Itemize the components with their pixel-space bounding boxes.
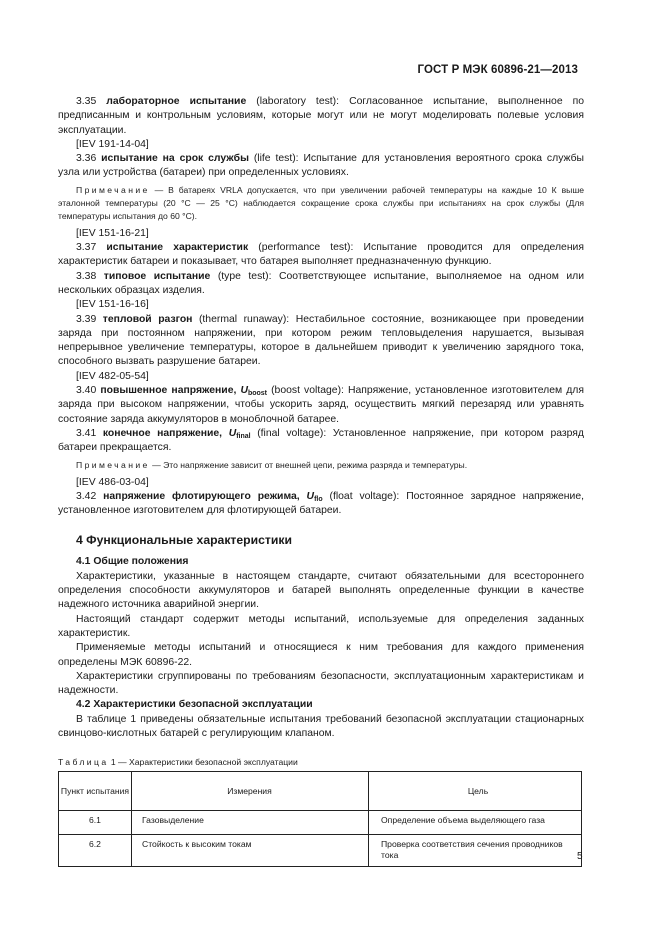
symbol-subscript: boost (247, 390, 268, 398)
term-english: (life test): (248, 153, 304, 165)
note-3-36 (58, 184, 584, 223)
cell-goal: Проверка соответствия сечения проводников тока (369, 835, 582, 867)
symbol: U (228, 427, 237, 439)
term: тепловой разгон (102, 313, 193, 325)
definition-3-38 (58, 270, 584, 299)
definition-text: Напряжение, установленное изготовителем для заряда при высоком напряжении, чтобы ускорить заряд, осуществить мягкий перезаряд или уравнять состояние заряда аккумуляторов в моноблочной батарее. (58, 385, 584, 425)
table-row (59, 811, 582, 835)
definition-text: Соответствующее испытание, выполняемое на одном или нескольких образцах изделия. (58, 270, 584, 296)
clause-number: 3.42 (76, 490, 97, 502)
term-english: (type test): (210, 270, 279, 282)
iev-reference: [IEV 482-05-54] (76, 370, 149, 382)
paragraph: В таблице 1 приведены обязательные испытания требований безопасной эксплуатации стационарных свинцово-кислотных батарей с регулирующим клапаном. (58, 713, 584, 739)
symbol: U (306, 490, 315, 502)
term-english: (performance test): (248, 242, 364, 254)
cell-measurement: Стойкость к высоким токам (132, 835, 369, 867)
definition-3-41 (58, 427, 584, 456)
term-english: (thermal runaway): (192, 313, 296, 325)
clause-number: 3.38 (76, 270, 97, 282)
clause-number: 3.36 (76, 153, 97, 165)
note-text: — Это напряжение зависит от внешней цепи, режима разряда и температуры. (149, 459, 468, 470)
clause-number: 3.37 (76, 242, 97, 254)
table-row (59, 835, 582, 867)
paragraph: Характеристики сгруппированы по требованиям безопасности, эксплуатационным характеристикам и надежности. (58, 670, 584, 697)
clause-number: 3.35 (76, 96, 97, 107)
term-english: (boost voltage): (267, 385, 348, 397)
clause-number: 3.39 (76, 313, 97, 325)
note-3-41 (58, 459, 584, 472)
definition-3-39 (58, 313, 584, 370)
definition-text: Испытание для установления вероятного срока службы узла или устройства (батареи) при определенных условиях. (58, 153, 584, 179)
clause-number: 3.41 (76, 427, 97, 439)
table-header-row (59, 772, 582, 811)
symbol: U (240, 385, 248, 397)
document-code-header: ГОСТ Р МЭК 60896-21—2013 (417, 64, 578, 76)
table-caption-text: 1 — Характеристики безопасной эксплуатации (108, 757, 298, 768)
cell-goal: Определение объема выделяющего газа (369, 811, 582, 835)
paragraph: Применяемые методы испытаний и относящиеся к ним требования для каждого применения определены МЭК 60896-22. (58, 642, 584, 668)
iev-reference: [IEV 191-14-04] (76, 138, 149, 150)
symbol-subscript: flo (314, 495, 323, 503)
term-english: (float voltage): (322, 490, 407, 502)
note-label: Примечание (76, 459, 150, 470)
iev-reference: [IEV 486-03-04] (76, 476, 149, 488)
definition-text: Испытание проводится для определения характеристик батареи и показывает, что батарея выполняет предназначенную функцию. (58, 242, 584, 268)
term-english: (final voltage): (250, 427, 333, 439)
term: повышенное напряжение, (100, 385, 241, 397)
safety-characteristics-table (58, 771, 582, 867)
term: типовое испытание (103, 270, 211, 282)
cell-test-point: 6.2 (59, 835, 132, 867)
definition-3-40 (58, 384, 584, 427)
term: напряжение флотирующего режима, (103, 490, 307, 502)
column-header-goal: Цель (369, 772, 582, 811)
column-header-measurements: Измерения (132, 772, 369, 811)
term: конечное напряжение, (102, 427, 229, 439)
term: испытание на срок службы (101, 153, 249, 165)
definition-3-42 (58, 490, 584, 519)
definition-text: Нестабильное состояние, возникающее при проведении заряда при постоянном напряжении, при котором режим тепловыделения нарушается, вызывая непрерывное увеличение температуры, которое в дальнейшем приводит к увеличению зарядного тока, способного вызвать разрушение батареи. (58, 313, 584, 368)
cell-measurement: Газовыделение (132, 811, 369, 835)
table-caption (58, 756, 584, 768)
subsection-heading: 4.1 Общие положения (76, 556, 189, 568)
paragraph: Настоящий стандарт содержит методы испытаний, используемые для определения заданных характеристик. (58, 613, 584, 639)
iev-reference: [IEV 151-16-16] (76, 299, 149, 311)
note-label: Примечание (76, 184, 150, 195)
symbol-subscript: final (236, 432, 251, 440)
paragraph: Характеристики, указанные в настоящем стандарте, считают обязательными для всестороннего определения способности аккумуляторов и батарей выполнять определенные функции в качестве надежного источника аварийной энергии. (58, 570, 584, 611)
definition-text: Постоянное зарядное напряжение, установленное изготовителем для флотирующей батареи. (58, 490, 585, 517)
definition-3-37 (58, 241, 584, 270)
document-body (58, 95, 584, 867)
table-caption-label: Таблица (58, 757, 109, 768)
definition-3-35 (58, 95, 584, 138)
iev-reference: [IEV 151-16-21] (76, 227, 149, 239)
page-number: 5 (577, 851, 583, 862)
term: испытание характеристик (106, 242, 249, 254)
clause-number: 3.40 (76, 385, 97, 397)
term-english: (laboratory test): (246, 96, 350, 107)
cell-test-point: 6.1 (59, 811, 132, 835)
definition-3-36 (58, 152, 584, 181)
term: лабораторное испытание (106, 96, 247, 107)
definition-text: Согласованное испытание, выполненное по предписанным и контрольным условиям, которые могут или не могут моделировать полевые условия эксплуатации. (58, 96, 585, 136)
subsection-heading: 4.2 Характеристики безопасной эксплуатации (76, 699, 313, 711)
section-heading: 4 Функциональные характеристики (76, 533, 292, 548)
column-header-test-point: Пункт испытания (59, 772, 132, 811)
definition-text: Установленное напряжение, при котором разряд батареи прекращается. (58, 427, 584, 454)
note-text: — В батареях VRLA допускается, что при увеличении рабочей температуры на каждые 10 К выше эталонной температуры (20 °С — 25 °С) наблюдается сокращение срока службы при испытаниях на срок службы (Для температуры испытания до 60 °С). (58, 184, 584, 221)
